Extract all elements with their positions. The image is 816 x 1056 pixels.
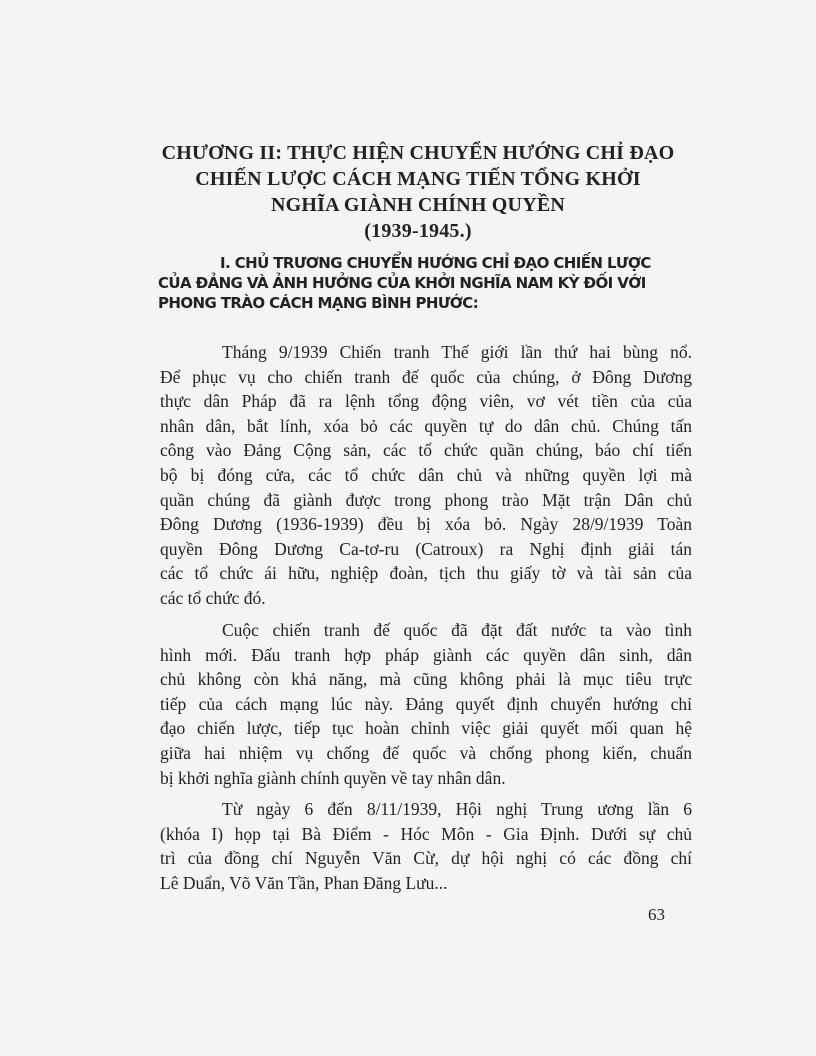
page-number: 63 <box>648 905 665 924</box>
text-line: trì của đồng chí Nguyễn Văn Cừ, dự hội nghị có các đồng chí <box>160 848 692 869</box>
chapter-title-line: CHƯƠNG II: THỰC HIỆN CHUYỂN HƯỚNG CHỈ ĐẠO <box>161 142 675 164</box>
text-line: công vào Đảng Cộng sản, các tổ chức quần chúng, báo chí tiến <box>160 440 692 461</box>
text-line: thực dân Pháp đã ra lệnh tổng động viên, vơ vét tiền của của <box>160 391 692 412</box>
text-line: quyền Đông Dương Ca-tơ-ru (Catroux) ra Nghị định giải tán <box>160 538 692 559</box>
text-line: Lê Duẩn, Võ Văn Tần, Phan Đăng Lưu... <box>160 872 448 893</box>
section-heading <box>158 253 698 313</box>
chapter-title-years: (1939-1945.) <box>364 220 472 242</box>
paragraph-2 <box>160 618 692 790</box>
text-line: hình mới. Đấu tranh hợp pháp giành các quyền dân sinh, dân <box>160 644 692 665</box>
chapter-title-line: CHIẾN LƯỢC CÁCH MẠNG TIẾN TỔNG KHỞI <box>195 168 641 190</box>
text-line: Tháng 9/1939 Chiến tranh Thế giới lần thứ hai bùng nổ. <box>222 342 692 362</box>
section-heading-line: PHONG TRÀO CÁCH MẠNG BÌNH PHƯỚC: <box>158 294 479 312</box>
text-line: các tổ chức đó. <box>160 587 266 608</box>
text-line: (khóa I) họp tại Bà Điểm - Hóc Môn - Gia Định. Dưới sự chủ <box>160 823 692 844</box>
text-line: Đông Dương (1936-1939) đều bị xóa bỏ. Ngày 28/9/1939 Toàn <box>160 514 692 535</box>
text-line: đạo chiến lược, tiếp tục hoàn chỉnh việc giải quyết mối quan hệ <box>160 718 692 739</box>
text-line: tiếp của cách mạng lúc này. Đảng quyết định chuyển hướng chỉ <box>160 693 692 714</box>
section-heading-line: I. CHỦ TRƯƠNG CHUYỂN HƯỚNG CHỈ ĐẠO CHIẾN LƯỢC <box>220 254 651 272</box>
text-line: bộ bị đóng cửa, các tổ chức dân chủ và những quyền lợi mà <box>160 464 692 485</box>
chapter-title-line: NGHĨA GIÀNH CHÍNH QUYỀN <box>270 194 566 216</box>
text-line: nhân dân, bắt lính, xóa bỏ các quyền tự do dân chủ. Chúng tấn <box>160 415 692 436</box>
paragraph-1 <box>160 340 692 611</box>
text-line: Để phục vụ cho chiến tranh đế quốc của chúng, ở Đông Dương <box>160 366 692 387</box>
text-line: chủ không còn khả năng, mà cũng không phải là mục tiêu trực <box>160 669 692 690</box>
text-line: quần chúng đã giành được trong phong trào Mặt trận Dân chủ <box>160 489 692 510</box>
chapter-title <box>140 140 696 244</box>
section-heading-line: CỦA ĐẢNG VÀ ẢNH HƯỞNG CỦA KHỞI NGHĨA NAM KỲ ĐỐI VỚI <box>158 274 646 292</box>
text-line: Cuộc chiến tranh đế quốc đã đặt đất nước ta vào tình <box>222 620 692 640</box>
text-line: các tổ chức ái hữu, nghiệp đoàn, tịch thu giấy tờ và tài sản của <box>160 563 692 584</box>
text-line: Từ ngày 6 đến 8/11/1939, Hội nghị Trung ương lần 6 <box>222 799 692 819</box>
text-line: giữa hai nhiệm vụ chống đế quốc và chống phong kiến, chuẩn <box>160 742 692 763</box>
text-line: bị khởi nghĩa giành chính quyền về tay nhân dân. <box>160 767 506 788</box>
paragraph-3 <box>160 797 692 895</box>
